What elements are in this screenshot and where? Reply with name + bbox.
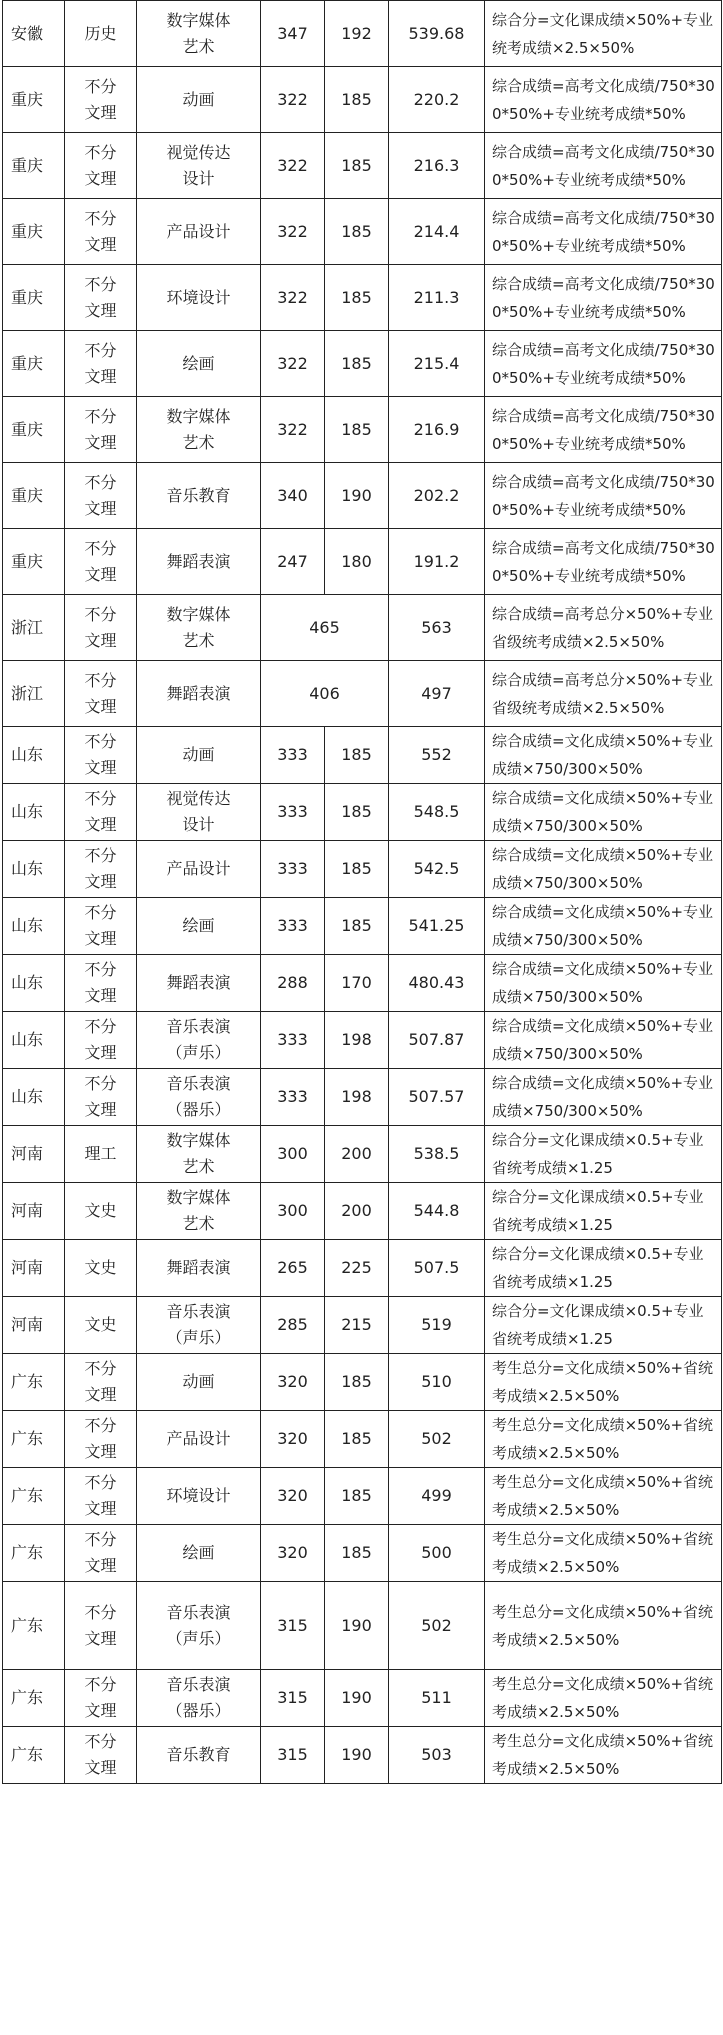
culture-score-cell: 300 [261, 1183, 325, 1240]
culture-score-cell: 333 [261, 1012, 325, 1069]
table-row [3, 784, 722, 841]
composite-score-cell: 202.2 [389, 463, 485, 529]
category-cell: 不分 文理 [65, 727, 137, 784]
composite-score-cell: 480.43 [389, 955, 485, 1012]
province-cell: 山东 [3, 784, 65, 841]
table-row [3, 1525, 722, 1582]
table-row [3, 1670, 722, 1727]
table-row [3, 1183, 722, 1240]
major-cell: 视觉传达 设计 [137, 133, 261, 199]
composite-score-cell: 502 [389, 1411, 485, 1468]
major-cell: 产品设计 [137, 199, 261, 265]
table-row [3, 397, 722, 463]
culture-score-cell: 322 [261, 133, 325, 199]
province-cell: 重庆 [3, 133, 65, 199]
composite-score-cell: 214.4 [389, 199, 485, 265]
formula-cell: 考生总分=文化成绩×50%+省统考成绩×2.5×50% [485, 1582, 722, 1670]
category-cell: 不分 文理 [65, 1468, 137, 1525]
province-cell: 广东 [3, 1670, 65, 1727]
table-row [3, 1582, 722, 1670]
province-cell: 山东 [3, 1012, 65, 1069]
major-cell: 舞蹈表演 [137, 1240, 261, 1297]
major-cell: 数字媒体 艺术 [137, 397, 261, 463]
table-row [3, 1126, 722, 1183]
culture-score-cell: 320 [261, 1354, 325, 1411]
culture-score-cell: 315 [261, 1582, 325, 1670]
professional-score-cell: 185 [325, 841, 389, 898]
culture-score-cell: 333 [261, 784, 325, 841]
formula-cell: 综合分=文化课成绩×0.5+专业省统考成绩×1.25 [485, 1240, 722, 1297]
formula-cell: 综合成绩=文化成绩×50%+专业成绩×750/300×50% [485, 955, 722, 1012]
province-cell: 重庆 [3, 463, 65, 529]
table-row [3, 595, 722, 661]
category-cell: 不分 文理 [65, 955, 137, 1012]
table-row [3, 1354, 722, 1411]
professional-score-cell: 185 [325, 199, 389, 265]
category-cell: 不分 文理 [65, 265, 137, 331]
major-cell: 音乐教育 [137, 1727, 261, 1784]
major-cell: 音乐表演 （器乐） [137, 1670, 261, 1727]
formula-cell: 综合成绩=文化成绩×50%+专业成绩×750/300×50% [485, 1012, 722, 1069]
professional-score-cell: 225 [325, 1240, 389, 1297]
province-cell: 河南 [3, 1126, 65, 1183]
culture-score-cell: 333 [261, 727, 325, 784]
table-row [3, 898, 722, 955]
category-cell: 不分 文理 [65, 1670, 137, 1727]
major-cell: 绘画 [137, 1525, 261, 1582]
category-cell: 不分 文理 [65, 1069, 137, 1126]
province-cell: 山东 [3, 727, 65, 784]
table-row [3, 1069, 722, 1126]
composite-score-cell: 497 [389, 661, 485, 727]
composite-score-cell: 507.5 [389, 1240, 485, 1297]
category-cell: 不分 文理 [65, 661, 137, 727]
province-cell: 重庆 [3, 331, 65, 397]
culture-score-cell: 285 [261, 1297, 325, 1354]
major-cell: 数字媒体 艺术 [137, 1183, 261, 1240]
major-cell: 音乐表演 （器乐） [137, 1069, 261, 1126]
major-cell: 动画 [137, 67, 261, 133]
province-cell: 河南 [3, 1240, 65, 1297]
professional-score-cell: 215 [325, 1297, 389, 1354]
category-cell: 不分 文理 [65, 199, 137, 265]
formula-cell: 综合分=文化课成绩×0.5+专业省统考成绩×1.25 [485, 1126, 722, 1183]
formula-cell: 综合成绩=高考文化成绩/750*300*50%+专业统考成绩*50% [485, 199, 722, 265]
major-cell: 视觉传达 设计 [137, 784, 261, 841]
formula-cell: 综合成绩=高考文化成绩/750*300*50%+专业统考成绩*50% [485, 463, 722, 529]
composite-score-cell: 548.5 [389, 784, 485, 841]
composite-score-cell: 216.3 [389, 133, 485, 199]
professional-score-cell: 185 [325, 898, 389, 955]
formula-cell: 考生总分=文化成绩×50%+省统考成绩×2.5×50% [485, 1468, 722, 1525]
category-cell: 不分 文理 [65, 67, 137, 133]
formula-cell: 考生总分=文化成绩×50%+省统考成绩×2.5×50% [485, 1354, 722, 1411]
composite-score-cell: 215.4 [389, 331, 485, 397]
professional-score-cell: 198 [325, 1012, 389, 1069]
composite-score-cell: 211.3 [389, 265, 485, 331]
professional-score-cell: 190 [325, 1670, 389, 1727]
province-cell: 山东 [3, 955, 65, 1012]
table-row [3, 133, 722, 199]
major-cell: 数字媒体 艺术 [137, 595, 261, 661]
province-cell: 浙江 [3, 595, 65, 661]
composite-score-cell: 563 [389, 595, 485, 661]
category-cell: 文史 [65, 1183, 137, 1240]
professional-score-cell: 185 [325, 1468, 389, 1525]
culture-score-cell: 347 [261, 1, 325, 67]
culture-score-cell: 322 [261, 199, 325, 265]
culture-score-cell: 333 [261, 841, 325, 898]
professional-score-cell: 200 [325, 1126, 389, 1183]
province-cell: 广东 [3, 1525, 65, 1582]
professional-score-cell: 198 [325, 1069, 389, 1126]
professional-score-cell: 185 [325, 397, 389, 463]
composite-score-cell: 552 [389, 727, 485, 784]
major-cell: 产品设计 [137, 1411, 261, 1468]
category-cell: 文史 [65, 1297, 137, 1354]
major-cell: 舞蹈表演 [137, 529, 261, 595]
admission-score-table [2, 0, 722, 1784]
culture-score-cell: 320 [261, 1411, 325, 1468]
table-row [3, 529, 722, 595]
table-row [3, 1297, 722, 1354]
province-cell: 浙江 [3, 661, 65, 727]
formula-cell: 考生总分=文化成绩×50%+省统考成绩×2.5×50% [485, 1411, 722, 1468]
table-row [3, 955, 722, 1012]
category-cell: 不分 文理 [65, 397, 137, 463]
professional-score-cell: 200 [325, 1183, 389, 1240]
formula-cell: 综合成绩=高考总分×50%+专业省级统考成绩×2.5×50% [485, 595, 722, 661]
category-cell: 不分 文理 [65, 529, 137, 595]
province-cell: 山东 [3, 1069, 65, 1126]
culture-score-cell: 265 [261, 1240, 325, 1297]
culture-score-cell: 315 [261, 1670, 325, 1727]
province-cell: 重庆 [3, 397, 65, 463]
table-row [3, 199, 722, 265]
composite-score-cell: 507.87 [389, 1012, 485, 1069]
major-cell: 动画 [137, 727, 261, 784]
province-cell: 广东 [3, 1411, 65, 1468]
table-row [3, 841, 722, 898]
composite-score-cell: 216.9 [389, 397, 485, 463]
professional-score-cell: 185 [325, 331, 389, 397]
major-cell: 环境设计 [137, 1468, 261, 1525]
composite-score-cell: 538.5 [389, 1126, 485, 1183]
province-cell: 广东 [3, 1582, 65, 1670]
formula-cell: 综合成绩=文化成绩×50%+专业成绩×750/300×50% [485, 1069, 722, 1126]
category-cell: 历史 [65, 1, 137, 67]
professional-score-cell: 192 [325, 1, 389, 67]
combined-score-cell: 465 [261, 595, 389, 661]
province-cell: 重庆 [3, 265, 65, 331]
province-cell: 安徽 [3, 1, 65, 67]
formula-cell: 综合成绩=高考文化成绩/750*300*50%+专业统考成绩*50% [485, 265, 722, 331]
combined-score-cell: 406 [261, 661, 389, 727]
culture-score-cell: 322 [261, 331, 325, 397]
major-cell: 动画 [137, 1354, 261, 1411]
professional-score-cell: 185 [325, 1525, 389, 1582]
major-cell: 舞蹈表演 [137, 661, 261, 727]
culture-score-cell: 300 [261, 1126, 325, 1183]
professional-score-cell: 185 [325, 727, 389, 784]
province-cell: 广东 [3, 1468, 65, 1525]
professional-score-cell: 170 [325, 955, 389, 1012]
category-cell: 不分 文理 [65, 1727, 137, 1784]
province-cell: 广东 [3, 1354, 65, 1411]
major-cell: 绘画 [137, 898, 261, 955]
formula-cell: 综合成绩=文化成绩×50%+专业成绩×750/300×50% [485, 841, 722, 898]
table-row [3, 265, 722, 331]
formula-cell: 综合分=文化课成绩×0.5+专业省统考成绩×1.25 [485, 1183, 722, 1240]
table-row [3, 1727, 722, 1784]
professional-score-cell: 185 [325, 133, 389, 199]
culture-score-cell: 320 [261, 1468, 325, 1525]
major-cell: 数字媒体 艺术 [137, 1126, 261, 1183]
major-cell: 绘画 [137, 331, 261, 397]
major-cell: 数字媒体 艺术 [137, 1, 261, 67]
table-row [3, 1240, 722, 1297]
professional-score-cell: 185 [325, 1354, 389, 1411]
category-cell: 不分 文理 [65, 841, 137, 898]
formula-cell: 考生总分=文化成绩×50%+省统考成绩×2.5×50% [485, 1670, 722, 1727]
formula-cell: 综合成绩=高考文化成绩/750*300*50%+专业统考成绩*50% [485, 67, 722, 133]
province-cell: 重庆 [3, 67, 65, 133]
table-row [3, 1012, 722, 1069]
table-row [3, 727, 722, 784]
culture-score-cell: 333 [261, 1069, 325, 1126]
professional-score-cell: 190 [325, 1582, 389, 1670]
composite-score-cell: 541.25 [389, 898, 485, 955]
culture-score-cell: 288 [261, 955, 325, 1012]
formula-cell: 综合成绩=文化成绩×50%+专业成绩×750/300×50% [485, 727, 722, 784]
major-cell: 产品设计 [137, 841, 261, 898]
table-row [3, 1411, 722, 1468]
major-cell: 环境设计 [137, 265, 261, 331]
composite-score-cell: 503 [389, 1727, 485, 1784]
major-cell: 音乐表演 （声乐） [137, 1297, 261, 1354]
culture-score-cell: 247 [261, 529, 325, 595]
composite-score-cell: 511 [389, 1670, 485, 1727]
category-cell: 不分 文理 [65, 595, 137, 661]
professional-score-cell: 185 [325, 265, 389, 331]
formula-cell: 考生总分=文化成绩×50%+省统考成绩×2.5×50% [485, 1727, 722, 1784]
professional-score-cell: 185 [325, 784, 389, 841]
major-cell: 舞蹈表演 [137, 955, 261, 1012]
table-row [3, 331, 722, 397]
professional-score-cell: 180 [325, 529, 389, 595]
composite-score-cell: 544.8 [389, 1183, 485, 1240]
composite-score-cell: 507.57 [389, 1069, 485, 1126]
formula-cell: 综合分=文化课成绩×50%+专业统考成绩×2.5×50% [485, 1, 722, 67]
culture-score-cell: 320 [261, 1525, 325, 1582]
category-cell: 不分 文理 [65, 1582, 137, 1670]
table-row [3, 67, 722, 133]
professional-score-cell: 190 [325, 1727, 389, 1784]
table-row [3, 661, 722, 727]
professional-score-cell: 185 [325, 1411, 389, 1468]
formula-cell: 综合成绩=文化成绩×50%+专业成绩×750/300×50% [485, 784, 722, 841]
category-cell: 不分 文理 [65, 331, 137, 397]
culture-score-cell: 315 [261, 1727, 325, 1784]
formula-cell: 综合成绩=高考文化成绩/750*300*50%+专业统考成绩*50% [485, 133, 722, 199]
professional-score-cell: 185 [325, 67, 389, 133]
category-cell: 不分 文理 [65, 1012, 137, 1069]
category-cell: 不分 文理 [65, 1525, 137, 1582]
major-cell: 音乐表演 （声乐） [137, 1582, 261, 1670]
formula-cell: 综合成绩=高考文化成绩/750*300*50%+专业统考成绩*50% [485, 397, 722, 463]
composite-score-cell: 519 [389, 1297, 485, 1354]
formula-cell: 综合成绩=高考文化成绩/750*300*50%+专业统考成绩*50% [485, 331, 722, 397]
table-row [3, 1, 722, 67]
province-cell: 山东 [3, 841, 65, 898]
composite-score-cell: 502 [389, 1582, 485, 1670]
province-cell: 重庆 [3, 199, 65, 265]
category-cell: 不分 文理 [65, 784, 137, 841]
composite-score-cell: 542.5 [389, 841, 485, 898]
formula-cell: 综合成绩=文化成绩×50%+专业成绩×750/300×50% [485, 898, 722, 955]
category-cell: 不分 文理 [65, 1411, 137, 1468]
professional-score-cell: 190 [325, 463, 389, 529]
category-cell: 不分 文理 [65, 1354, 137, 1411]
composite-score-cell: 500 [389, 1525, 485, 1582]
formula-cell: 综合分=文化课成绩×0.5+专业省统考成绩×1.25 [485, 1297, 722, 1354]
table-body [3, 1, 722, 1784]
major-cell: 音乐教育 [137, 463, 261, 529]
table-row [3, 1468, 722, 1525]
culture-score-cell: 333 [261, 898, 325, 955]
culture-score-cell: 322 [261, 397, 325, 463]
culture-score-cell: 340 [261, 463, 325, 529]
province-cell: 河南 [3, 1297, 65, 1354]
culture-score-cell: 322 [261, 265, 325, 331]
composite-score-cell: 510 [389, 1354, 485, 1411]
category-cell: 不分 文理 [65, 898, 137, 955]
province-cell: 重庆 [3, 529, 65, 595]
formula-cell: 考生总分=文化成绩×50%+省统考成绩×2.5×50% [485, 1525, 722, 1582]
composite-score-cell: 220.2 [389, 67, 485, 133]
province-cell: 山东 [3, 898, 65, 955]
composite-score-cell: 191.2 [389, 529, 485, 595]
category-cell: 不分 文理 [65, 133, 137, 199]
major-cell: 音乐表演 （声乐） [137, 1012, 261, 1069]
formula-cell: 综合成绩=高考文化成绩/750*300*50%+专业统考成绩*50% [485, 529, 722, 595]
category-cell: 不分 文理 [65, 463, 137, 529]
category-cell: 文史 [65, 1240, 137, 1297]
composite-score-cell: 499 [389, 1468, 485, 1525]
province-cell: 河南 [3, 1183, 65, 1240]
category-cell: 理工 [65, 1126, 137, 1183]
composite-score-cell: 539.68 [389, 1, 485, 67]
table-row [3, 463, 722, 529]
culture-score-cell: 322 [261, 67, 325, 133]
formula-cell: 综合成绩=高考总分×50%+专业省级统考成绩×2.5×50% [485, 661, 722, 727]
province-cell: 广东 [3, 1727, 65, 1784]
